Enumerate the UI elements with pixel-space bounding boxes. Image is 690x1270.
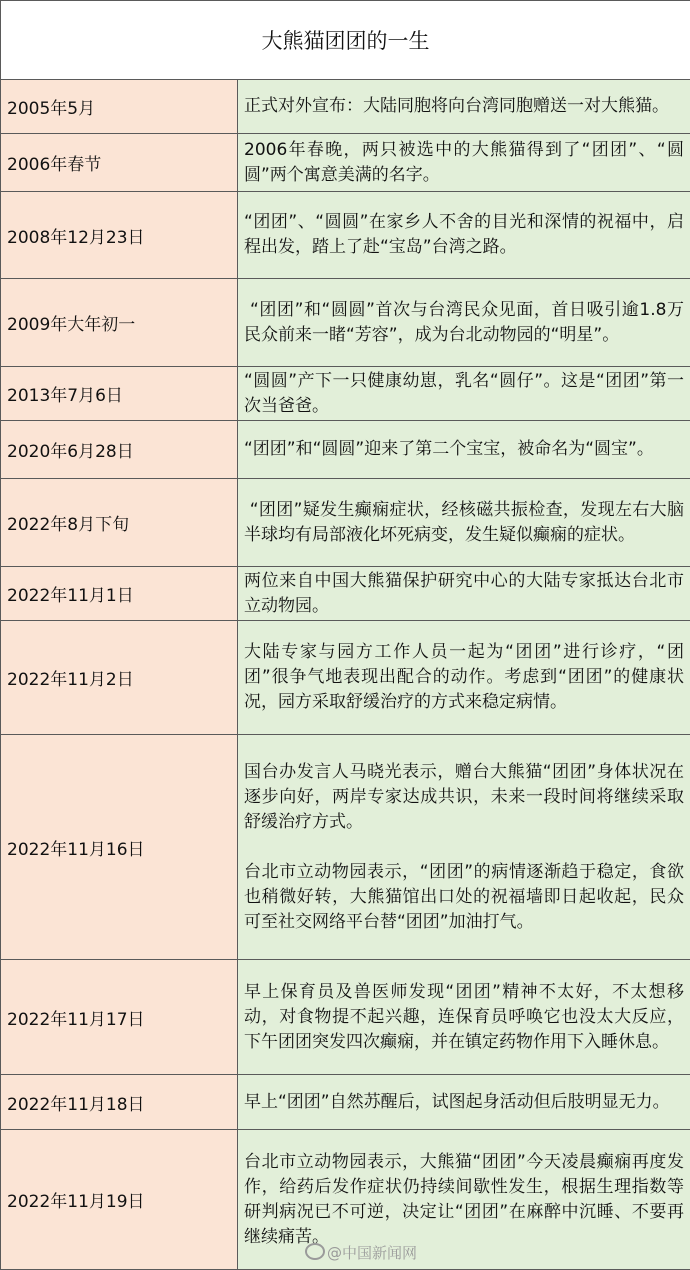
row-event: 台北市立动物园表示，大熊猫“团团”今天凌晨癫痫再度发作，给药后发作症状仍持续间歇性发生，根据生理指数等研判病况已不可逆，决定让“团团”在麻醉中沉睡、不要再继续痛苦。 bbox=[238, 1130, 690, 1270]
row-date: 2022年8月下旬 bbox=[1, 479, 238, 567]
row-event: 两位来自中国大熊猫保护研究中心的大陆专家抵达台北市立动物园。 bbox=[238, 567, 690, 621]
table-row bbox=[1, 479, 690, 567]
table-row bbox=[1, 735, 690, 960]
row-date: 2022年11月2日 bbox=[1, 621, 238, 735]
table-row bbox=[1, 279, 690, 367]
table-row bbox=[1, 567, 690, 621]
table-row bbox=[1, 960, 690, 1075]
table-row bbox=[1, 367, 690, 421]
row-date: 2022年11月16日 bbox=[1, 735, 238, 960]
table-row bbox=[1, 192, 690, 279]
row-event: 早上保育员及兽医师发现“团团”精神不太好，不太想移动，对食物提不起兴趣，连保育员呼唤它也没太大反应，下午团团突发四次癫痫，并在镇定药物作用下入睡休息。 bbox=[238, 960, 690, 1075]
table-row bbox=[1, 621, 690, 735]
row-event: 大陆专家与园方工作人员一起为“团团”进行诊疗，“团团”很争气地表现出配合的动作。考虑到“团团”的健康状况，园方采取舒缓治疗的方式来稳定病情。 bbox=[238, 621, 690, 735]
row-date: 2013年7月6日 bbox=[1, 367, 238, 421]
row-date: 2022年11月1日 bbox=[1, 567, 238, 621]
row-event: “团团”疑发生癫痫症状，经核磁共振检查，发现左右大脑半球均有局部液化坏死病变，发生疑似癫痫的症状。 bbox=[238, 479, 690, 567]
row-event: 2006年春晚，两只被选中的大熊猫得到了“团团”、“圆圆”两个寓意美满的名字。 bbox=[238, 134, 690, 192]
row-date: 2008年12月23日 bbox=[1, 192, 238, 279]
table-row bbox=[1, 80, 690, 134]
row-event: “圆圆”产下一只健康幼崽，乳名“圆仔”。这是“团团”第一次当爸爸。 bbox=[238, 367, 690, 421]
table-title: 大熊猫团团的一生 bbox=[1, 1, 690, 80]
watermark bbox=[305, 1242, 417, 1263]
table-row bbox=[1, 134, 690, 192]
row-date: 2022年11月18日 bbox=[1, 1075, 238, 1130]
row-event: 正式对外宣布：大陆同胞将向台湾同胞赠送一对大熊猫。 bbox=[238, 80, 690, 134]
table-row bbox=[1, 1075, 690, 1130]
table-row bbox=[1, 421, 690, 479]
row-event: “团团”、“圆圆”在家乡人不舍的目光和深情的祝福中，启程出发，踏上了赴“宝岛”台湾之路。 bbox=[238, 192, 690, 279]
row-date: 2022年11月19日 bbox=[1, 1130, 238, 1270]
row-event: “团团”和“圆圆”首次与台湾民众见面，首日吸引逾1.8万民众前来一睹“芳容”，成为台北动物园的“明星”。 bbox=[238, 279, 690, 367]
row-date: 2020年6月28日 bbox=[1, 421, 238, 479]
row-date: 2022年11月17日 bbox=[1, 960, 238, 1075]
row-event: 早上“团团”自然苏醒后，试图起身活动但后肢明显无力。 bbox=[238, 1075, 690, 1130]
row-event: 国台办发言人马晓光表示，赠台大熊猫“团团”身体状况在逐步向好，两岸专家达成共识，未来一段时间将继续采取舒缓治疗方式。 台北市立动物园表示，“团团”的病情逐渐趋于稳定，食欲也稍微好转，大熊猫馆出口处的祝福墙即日起收起，民众可至社交网络平台替“团团”加油打气。 bbox=[238, 735, 690, 960]
row-date: 2005年5月 bbox=[1, 80, 238, 134]
row-date: 2006年春节 bbox=[1, 134, 238, 192]
watermark-text: @中国新闻网 bbox=[327, 1244, 417, 1262]
row-date: 2009年大年初一 bbox=[1, 279, 238, 367]
row-event: “团团”和“圆圆”迎来了第二个宝宝，被命名为“圆宝”。 bbox=[238, 421, 690, 479]
weibo-icon bbox=[305, 1243, 325, 1260]
